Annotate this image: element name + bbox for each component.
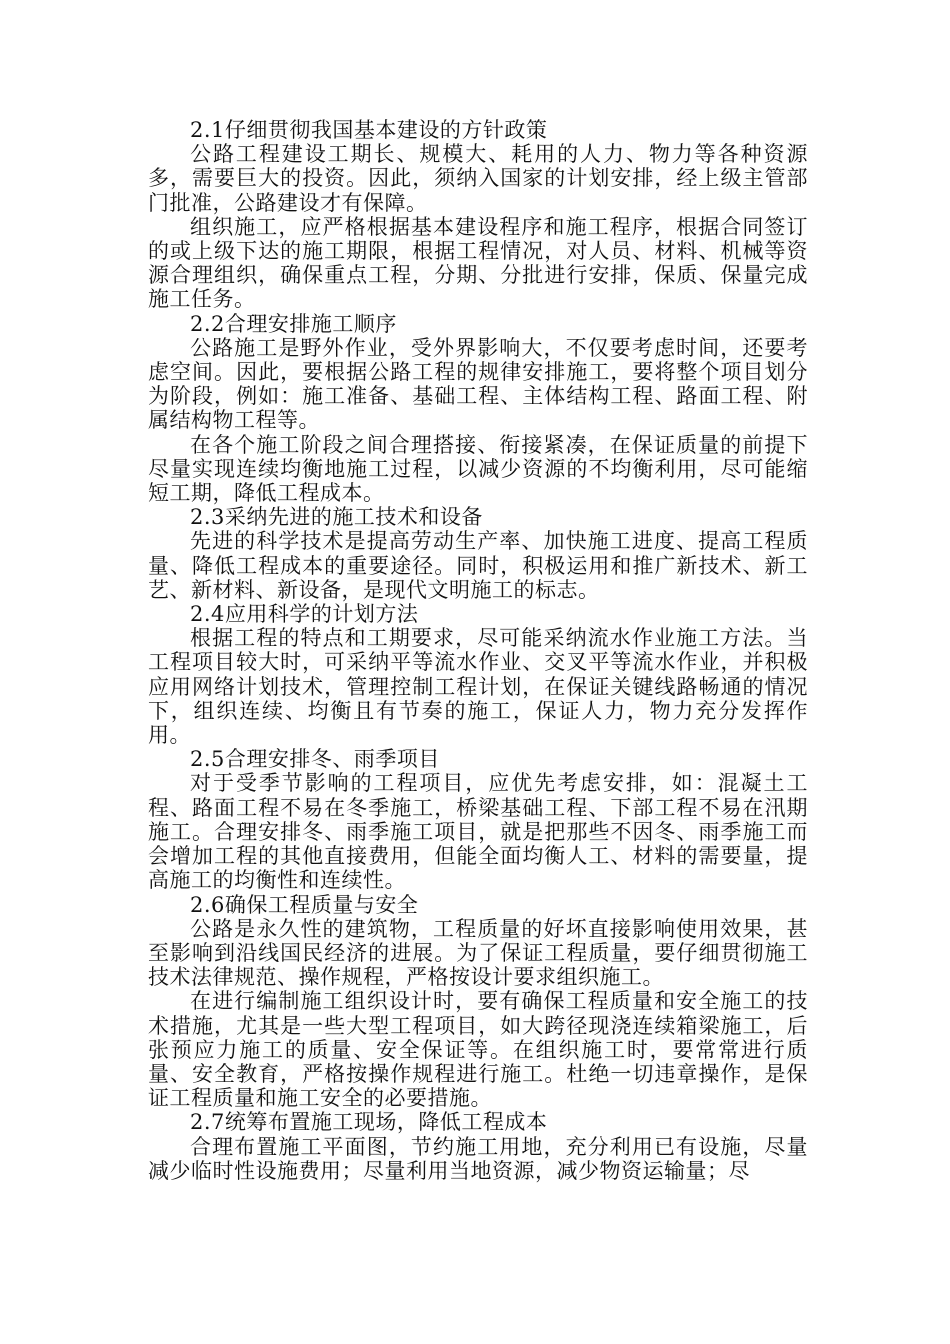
section-heading-2-4: 2.4应用科学的计划方法 [190, 602, 419, 627]
paragraph: 对于受季节影响的工程项目，应优先考虑安排，如：混凝土工程、路面工程不易在冬季施工，桥梁基础工程、下部工程不易在汛期施工。合理安排冬、雨季施工项目，就是把那些不因冬、雨季施工而会增加工程的其他直接费用，但能全面均衡人工、材料的需要量，提高施工的均衡性和连续性。 [148, 771, 808, 893]
paragraph: 在进行编制施工组织设计时，要有确保工程质量和安全施工的技术措施，尤其是一些大型工程项目，如大跨径现浇连续箱梁施工，后张预应力施工的质量、安全保证等。在组织施工时，要常常进行质量、安全教育，严格按操作规程进行施工。杜绝一切违章操作，是保证工程质量和施工安全的必要措施。 [148, 989, 808, 1111]
section-heading-2-7: 2.7统筹布置施工现场，降低工程成本 [190, 1110, 548, 1135]
section-heading-2-5: 2.5合理安排冬、雨季项目 [190, 747, 440, 772]
paragraph: 组织施工，应严格根据基本建设程序和施工程序，根据合同签订的或上级下达的施工期限，根据工程情况，对人员、材料、机械等资源合理组织，确保重点工程，分期、分批进行安排，保质、保量完成施工任务。 [148, 214, 808, 312]
paragraph: 根据工程的特点和工期要求，尽可能采纳流水作业施工方法。当工程项目较大时，可采纳平等流水作业、交叉平等流水作业，并积极应用网络计划技术，管理控制工程计划，在保证关键线路畅通的情况下，组织连续、均衡且有节奏的施工，保证人力，物力充分发挥作用。 [148, 626, 808, 748]
paragraph: 合理布置施工平面图，节约施工用地，充分利用已有设施，尽量减少临时性设施费用；尽量利用当地资源，减少物资运输量；尽 [148, 1134, 808, 1183]
section-heading-2-2: 2.2合理安排施工顺序 [190, 311, 397, 336]
section-heading-2-1: 2.1仔细贯彻我国基本建设的方针政策 [190, 118, 548, 142]
paragraph: 在各个施工阶段之间合理搭接、衔接紧凑，在保证质量的前提下尽量实现连续均衡地施工过程，以减少资源的不均衡利用，尽可能缩短工期，降低工程成本。 [148, 432, 808, 506]
paragraph: 公路是永久性的建筑物，工程质量的好坏直接影响使用效果，甚至影响到沿线国民经济的进展。为了保证工程质量，要仔细贯彻施工技术法律规范、操作规程，严格按设计要求组织施工。 [148, 916, 808, 990]
section-heading-2-3: 2.3采纳先进的施工技术和设备 [190, 505, 483, 530]
section-heading-2-6: 2.6确保工程质量与安全 [190, 892, 419, 917]
paragraph: 公路工程建设工期长、规模大、耗用的人力、物力等各种资源多，需要巨大的投资。因此，须纳入国家的计划安排，经上级主管部门批准，公路建设才有保障。 [148, 142, 808, 215]
document-body [148, 118, 808, 1183]
paragraph: 先进的科学技术是提高劳动生产率、加快施工进度、提高工程质量、降低工程成本的重要途径。同时，积极运用和推广新技术、新工艺、新材料、新设备，是现代文明施工的标志。 [148, 529, 808, 602]
paragraph: 公路施工是野外作业，受外界影响大，不仅要考虑时间，还要考虑空间。因此，要根据公路工程的规律安排施工，要将整个项目划分为阶段，例如：施工准备、基础工程、主体结构工程、路面工程、附属结构物工程等。 [148, 335, 808, 433]
